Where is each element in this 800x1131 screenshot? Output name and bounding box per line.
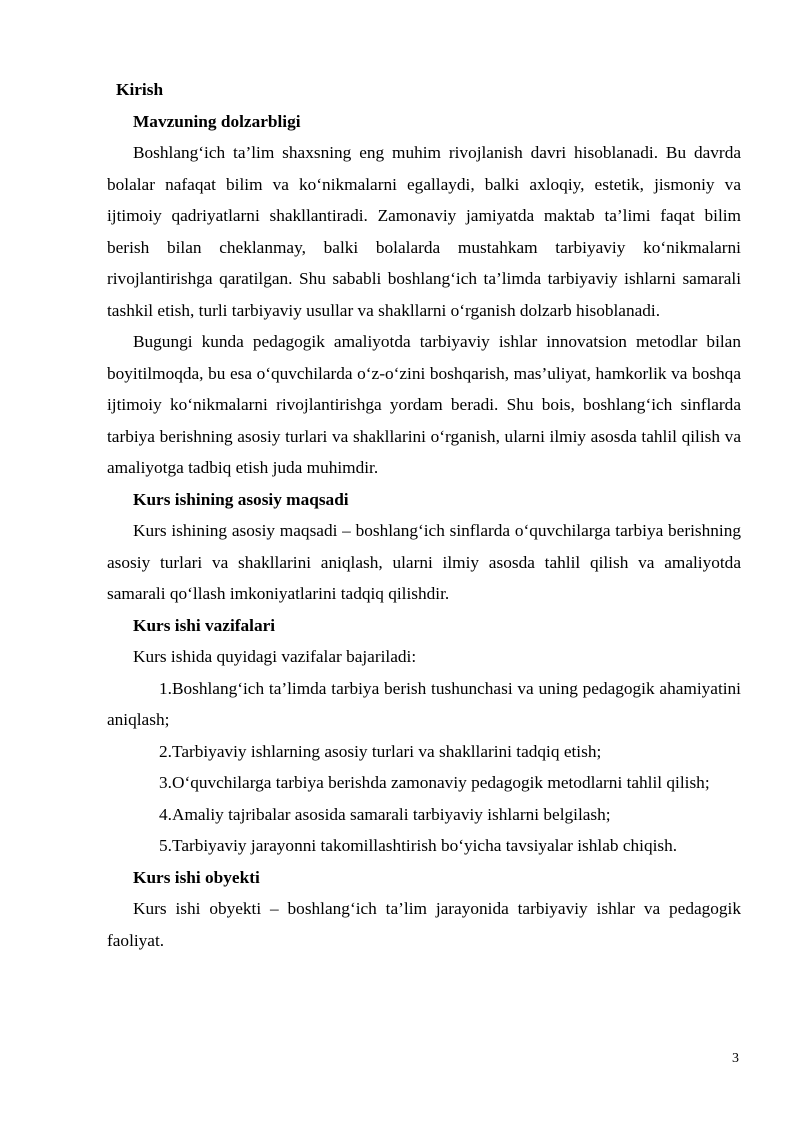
goal-paragraph: Kurs ishining asosiy maqsadi – boshlang‘ich sinflarda o‘quvchilarga tarbiya berishning asosiy turlari va shakllarini aniqlash, ularni ilmiy asosda tahlil qilish va amaliyotda samarali qo‘llash imkoniyatlarini tadqiq qilishdir. xyxy=(107,521,741,603)
page-number: 3 xyxy=(732,1051,739,1066)
task-text: O‘quvchilarga tarbiya berishda zamonaviy pedagogik metodlarni tahlil qilish; xyxy=(171,773,710,792)
task-number: 5. xyxy=(159,836,172,855)
intro-heading: Kirish xyxy=(116,80,164,99)
relevance-paragraph-1: Boshlang‘ich ta’lim shaxsning eng muhim rivojlanish davri hisoblanadi. Bu davrda bolalar nafaqat bilim va ko‘nikmalarni egallaydi, balki axloqiy, estetik, jismoniy va ijtimoiy qadriyatlarni shakllantiradi. Zamonaviy jamiyatda maktab ta’limi faqat bilim berish bilan cheklanmay, balki bolalarda mustahkam tarbiyaviy ko‘nikmalarni rivojlantirishga qaratilgan. Shu sababli boshlang‘ich ta’limda tarbiyaviy ishlarni samarali tashkil etish, turli tarbiyaviy usullar va shakllarni o‘rganish dolzarb hisoblanadi. xyxy=(107,143,741,320)
task-text: Amaliy tajribalar asosida samarali tarbiyaviy ishlarni belgilash; xyxy=(171,804,611,824)
task-item-2 xyxy=(107,736,741,768)
task-text: Boshlang‘ich ta’limda tarbiya berish tushunchasi va uning pedagogik ahamiyatini aniqlash; xyxy=(107,678,741,729)
task-text: Tarbiyaviy ishlarning asosiy turlari va shakllarini tadqiq etish; xyxy=(171,741,602,761)
task-number: 4. xyxy=(159,804,172,824)
task-number: 2. xyxy=(159,741,172,761)
page-content xyxy=(107,74,741,956)
tasks-intro: Kurs ishida quyidagi vazifalar bajariladi: xyxy=(133,647,417,666)
tasks-heading: Kurs ishi vazifalari xyxy=(133,615,276,635)
relevance-heading: Mavzuning dolzarbligi xyxy=(133,111,301,131)
goal-heading: Kurs ishining asosiy maqsadi xyxy=(133,489,349,509)
task-item-5 xyxy=(107,830,741,862)
task-text: Tarbiyaviy jarayonni takomillashtirish bo‘yicha tavsiyalar ishlab chiqish. xyxy=(171,836,678,855)
object-heading: Kurs ishi obyekti xyxy=(133,867,260,887)
object-paragraph: Kurs ishi obyekti – boshlang‘ich ta’lim jarayonida tarbiyaviy ishlar va pedagogik faoliyat. xyxy=(107,899,741,950)
task-number: 1. xyxy=(159,678,172,698)
task-item-1 xyxy=(107,673,741,736)
task-number: 3. xyxy=(159,773,172,792)
task-item-4 xyxy=(107,799,741,831)
task-item-3 xyxy=(107,767,741,799)
relevance-paragraph-2: Bugungi kunda pedagogik amaliyotda tarbiyaviy ishlar innovatsion metodlar bilan boyitilmoqda, bu esa o‘quvchilarda o‘z-o‘zini boshqarish, mas’uliyat, hamkorlik va boshqa ijtimoiy ko‘nikmalarni rivojlantirishga yordam beradi. Shu bois, boshlang‘ich sinflarda tarbiya berishning asosiy turlari va shakllarini o‘rganish, ularni ilmiy asosda tahlil qilish va amaliyotga tadbiq etish juda muhimdir. xyxy=(107,332,741,477)
